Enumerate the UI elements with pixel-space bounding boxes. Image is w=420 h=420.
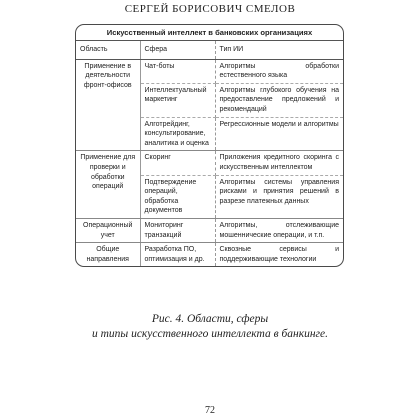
ai-type-cell: Алгоритмы системы управления рисками и принятия решений в разрезе платежных данных [215,175,343,218]
table-header-row [76,41,343,59]
column-header-ai-type: Тип ИИ [215,41,343,59]
column-header-area: Область [76,41,140,59]
caption-line-2: и типы искусственного интеллекта в банкинге. [91,328,328,340]
caption-line-1: Рис. 4. Области, сферы [151,313,269,325]
ai-type-cell: Алгоритмы, отслеживающие мошеннические операции, и т.п. [215,218,343,242]
area-cell: Общие направления [76,243,140,267]
area-cell: Применение в деятельности фронт-офисов [76,59,140,151]
table-row [76,151,343,175]
table-row [76,59,343,83]
column-header-sphere: Сфера [140,41,215,59]
table-title: Искусственный интеллект в банковских организациях [76,25,343,41]
sphere-cell: Интеллектуальный маркетинг [140,83,215,117]
ai-type-cell: Регрессионные модели и алгоритмы [215,117,343,151]
sphere-cell: Подтверждение операций, обработка документов [140,175,215,218]
ai-type-cell: Сквозные сервисы и поддерживающие технологии [219,246,339,263]
page-number: 72 [205,405,215,416]
ai-type-cell: Приложения кредитного скоринга с искусственным интеллектом [215,151,343,175]
sphere-cell: Скоринг [140,151,215,175]
sphere-cell: Разработка ПО, оптимизация и др. [140,243,215,267]
sphere-cell: Алготрейдинг, консультирование, аналитика и оценка [140,117,215,151]
running-header: СЕРГЕЙ БОРИСОВИЧ СМЕЛОВ [124,3,296,15]
ai-type-cell: Алгоритмы глубокого обучения на предоставление предложений и рекомендаций [215,83,343,117]
table-body [76,41,343,266]
area-cell: Операционный учет [76,218,140,242]
ai-type-cell: Алгоритмы обработки естественного языка [215,59,343,83]
sphere-cell: Мониторинг транзакций [140,218,215,242]
ai-banking-table [75,24,344,267]
area-cell: Применение для проверки и обработки операций [76,151,140,219]
table-row [76,218,343,242]
sphere-cell: Чат-боты [140,59,215,83]
table-row [76,243,343,267]
figure-caption [0,312,420,342]
